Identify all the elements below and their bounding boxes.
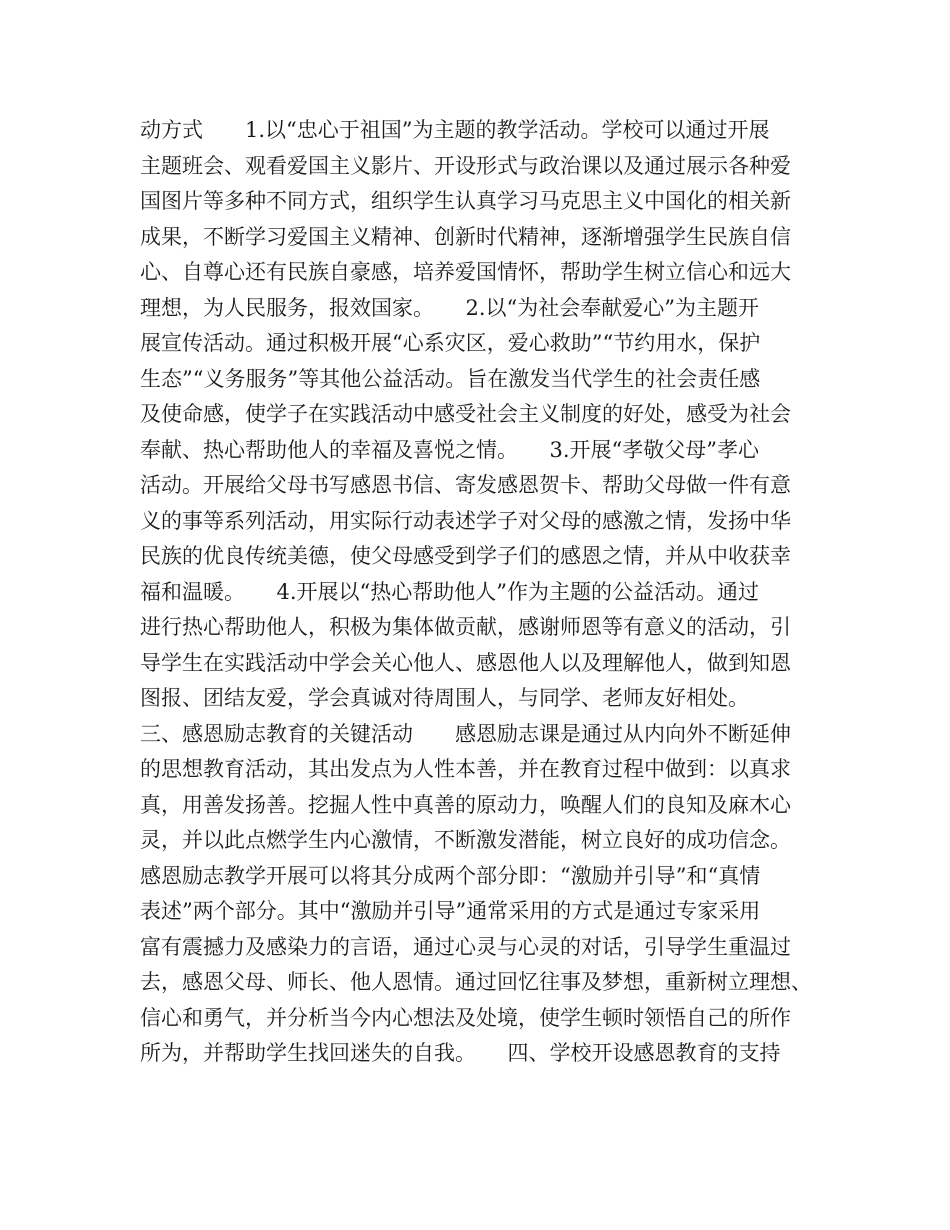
text-line: 及使命感，使学子在实践活动中感受社会主义制度的好处，感受为社会 bbox=[140, 402, 791, 426]
text-line: 国图片等多种不同方式，组织学生认真学习马克思主义中国化的相关新 bbox=[140, 189, 791, 213]
text-line: 理想，为人民服务，报效国家。 2.以“为社会奉献爱心”为主题开 bbox=[140, 295, 760, 320]
text-line: 心、自尊心还有民族自豪感，培养爱国情怀，帮助学生树立信心和远大 bbox=[140, 260, 791, 284]
text-line: 的思想教育活动，其出发点为人性本善，并在教育过程中做到：以真求 bbox=[140, 757, 791, 781]
text-line: 活动。开展给父母书写感恩书信、寄发感恩贺卡、帮助父母做一件有意 bbox=[140, 473, 791, 497]
text-line: 灵，并以此点燃学生内心激情，不断激发潜能，树立良好的成功信念。 bbox=[140, 828, 791, 852]
text-line: 展宣传活动。通过积极开展“心系灾区，爱心救助”“节约用水，保护 bbox=[140, 331, 761, 355]
text-line: 信心和勇气，并分析当今内心想法及处境，使学生顿时领悟自己的所作 bbox=[140, 1005, 791, 1030]
text-line: 图报、团结友爱，学会真诚对待周围人，与同学、老师友好相处。 bbox=[140, 686, 749, 710]
text-line: 富有震撼力及感染力的言语，通过心灵与心灵的对话，引导学生重温过 bbox=[140, 934, 791, 959]
text-line: 进行热心帮助他人，积极为集体做贡献，感谢师恩等有意义的活动，引 bbox=[140, 615, 791, 639]
text-line: 奉献、热心帮助他人的幸福及喜悦之情。 3.开展“孝敬父母”孝心 bbox=[140, 437, 760, 462]
text-line: 福和温暖。 4.开展以“热心帮助他人”作为主题的公益活动。通过 bbox=[140, 579, 760, 604]
body-text bbox=[140, 113, 820, 1072]
text-line: 三、感恩励志教育的关键活动 感恩励志课是通过从内向外不断延伸 bbox=[140, 721, 791, 746]
text-line: 去，感恩父母、师长、他人恩情。通过回忆往事及梦想，重新树立理想、 bbox=[140, 970, 812, 994]
text-line: 义的事等系列活动，用实际行动表述学子对父母的感激之情，发扬中华 bbox=[140, 508, 791, 533]
text-line: 感恩励志教学开展可以将其分成两个部分即：“激励并引导”和“真情 bbox=[140, 863, 761, 888]
text-line: 成果，不断学习爱国主义精神、创新时代精神，逐渐增强学生民族自信 bbox=[140, 224, 791, 249]
text-line: 生态”“义务服务”等其他公益活动。旨在激发当代学生的社会责任感 bbox=[140, 366, 761, 391]
text-line: 主题班会、观看爱国主义影片、开设形式与政治课以及通过展示各种爱 bbox=[140, 153, 791, 178]
text-line: 所为，并帮助学生找回迷失的自我。 四、学校开设感恩教育的支持 bbox=[140, 1041, 781, 1065]
text-line: 表述”两个部分。其中“激励并引导”通常采用的方式是通过专家采用 bbox=[140, 899, 761, 923]
text-line: 动方式 1.以“忠心于祖国”为主题的教学活动。学校可以通过开展 bbox=[140, 118, 770, 142]
text-line: 真，用善发扬善。挖掘人性中真善的原动力，唤醒人们的良知及麻木心 bbox=[140, 792, 791, 817]
text-line: 民族的优良传统美德，使父母感受到学子们的感恩之情，并从中收获幸 bbox=[140, 544, 791, 568]
text-line: 导学生在实践活动中学会关心他人、感恩他人以及理解他人，做到知恩 bbox=[140, 650, 791, 675]
